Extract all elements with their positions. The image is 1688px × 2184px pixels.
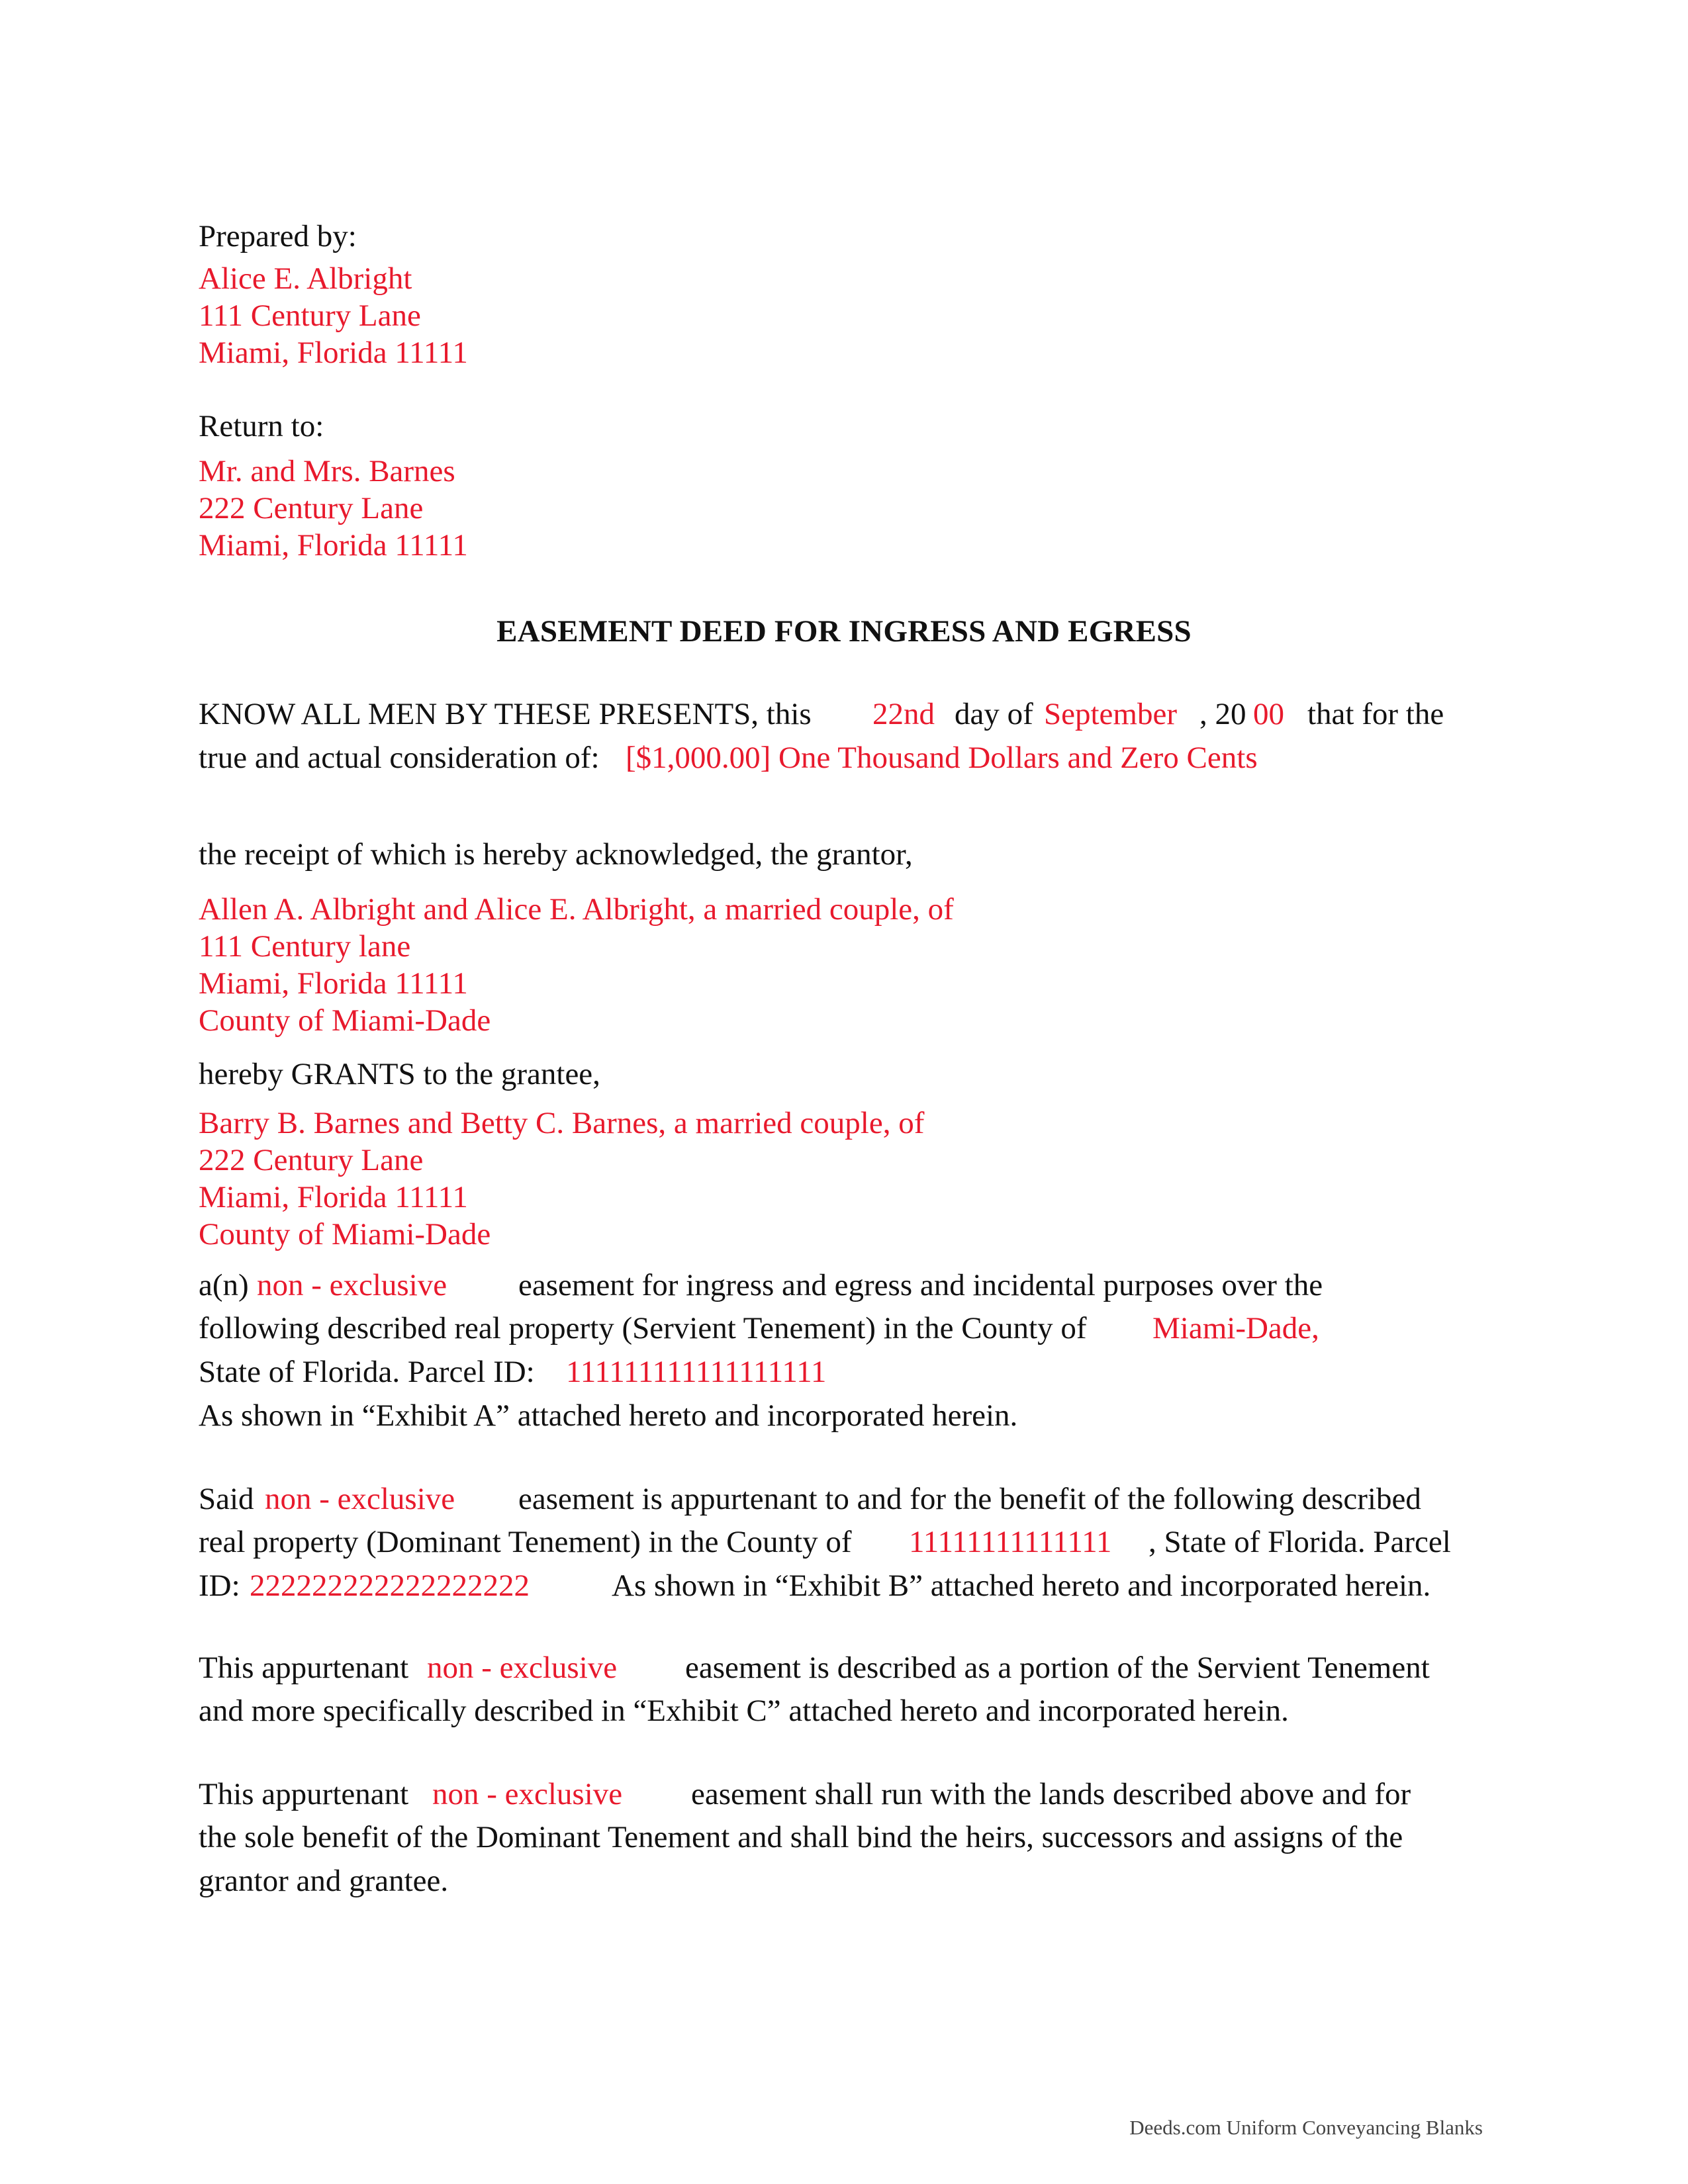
grants-text: hereby GRANTS to the grantee,: [199, 1057, 600, 1091]
day-value: 22nd: [872, 697, 935, 731]
para2-line2-end: , State of Florida. Parcel: [1149, 1525, 1451, 1559]
grantee-block: [199, 1105, 924, 1253]
grantor-names: Allen A. Albright and Alice E. Albright, a married couple, of: [199, 892, 954, 927]
footer-text: Deeds.com Uniform Conveyancing Blanks: [1129, 2116, 1483, 2139]
para1-line4-text: As shown in “Exhibit A” attached hereto and incorporated herein.: [199, 1398, 1018, 1433]
para4-line2-text: the sole benefit of the Dominant Tenement and shall bind the heirs, successors and assigns of the: [199, 1820, 1403, 1854]
para1-line2-text: following described real property (Servient Tenement) in the County of: [199, 1311, 1087, 1345]
receipt-text: the receipt of which is hereby acknowledged, the grantor,: [199, 837, 913, 872]
return-to-street: 222 Century Lane: [199, 491, 424, 525]
para3-line2-text: and more specifically described in “Exhibit C” attached hereto and incorporated herein.: [199, 1694, 1289, 1728]
return-to-label: Return to:: [199, 409, 324, 443]
prepared-by-street: 111 Century Lane: [199, 298, 421, 333]
return-to-name: Mr. and Mrs. Barnes: [199, 454, 455, 488]
document-title: EASEMENT DEED FOR INGRESS AND EGRESS: [496, 614, 1192, 649]
para2-id-label: ID:: [199, 1569, 240, 1603]
prepared-by-name: Alice E. Albright: [199, 261, 412, 296]
grantee-city: Miami, Florida 11111: [199, 1180, 468, 1214]
return-to-city: Miami, Florida 11111: [199, 528, 468, 563]
grantor-city: Miami, Florida 11111: [199, 966, 468, 1001]
para1-easement-type: non - exclusive: [257, 1268, 447, 1302]
para2-said: Said: [199, 1482, 254, 1516]
para2-line1-text: easement is appurtenant to and for the benefit of the following described: [518, 1482, 1421, 1516]
know-all-text: KNOW ALL MEN BY THESE PRESENTS, this: [199, 697, 812, 731]
para2-county-value: 11111111111111: [909, 1525, 1112, 1559]
year-prefix: , 20: [1199, 697, 1246, 731]
grantee-names: Barry B. Barnes and Betty C. Barnes, a married couple, of: [199, 1106, 925, 1140]
para4-start: This appurtenant: [199, 1777, 409, 1811]
para2-parcel-id: 222222222222222222: [250, 1569, 530, 1603]
para2-easement-type: non - exclusive: [265, 1482, 455, 1516]
grantee-county: County of Miami-Dade: [199, 1217, 491, 1251]
para1-line1-text: easement for ingress and egress and incidental purposes over the: [518, 1268, 1323, 1302]
para4-line1-text: easement shall run with the lands described above and for: [691, 1777, 1411, 1811]
para4-easement-type: non - exclusive: [432, 1777, 623, 1811]
consideration-label: true and actual consideration of:: [199, 741, 600, 775]
para2-line2-start: real property (Dominant Tenement) in the County of: [199, 1525, 852, 1559]
para2-line3-text: As shown in “Exhibit B” attached hereto and incorporated herein.: [612, 1569, 1431, 1603]
para3-easement-type: non - exclusive: [427, 1651, 618, 1685]
para3-line1-text: easement is described as a portion of the Servient Tenement: [685, 1651, 1430, 1685]
grantor-county: County of Miami-Dade: [199, 1003, 491, 1038]
grantee-street: 222 Century Lane: [199, 1143, 424, 1177]
para1-line3-text: State of Florida. Parcel ID:: [199, 1355, 535, 1389]
that-for-the-text: that for the: [1307, 697, 1444, 731]
para3-start: This appurtenant: [199, 1651, 409, 1685]
prepared-by-label: Prepared by:: [199, 219, 357, 253]
month-value: September: [1044, 697, 1177, 731]
para1-parcel-id: 111111111111111111: [566, 1355, 827, 1389]
prepared-by-block: [199, 260, 468, 371]
para1-county-value: Miami-Dade,: [1152, 1311, 1319, 1345]
grantor-block: [199, 891, 954, 1039]
day-of-text: day of: [955, 697, 1033, 731]
return-to-block: [199, 453, 468, 564]
year-value: 00: [1253, 697, 1284, 731]
para4-line3-text: grantor and grantee.: [199, 1864, 449, 1898]
para1-a-n: a(n): [199, 1268, 249, 1302]
grantor-street: 111 Century lane: [199, 929, 411, 964]
prepared-by-city: Miami, Florida 11111: [199, 336, 468, 370]
consideration-value: [$1,000.00] One Thousand Dollars and Zero Cents: [626, 741, 1258, 775]
